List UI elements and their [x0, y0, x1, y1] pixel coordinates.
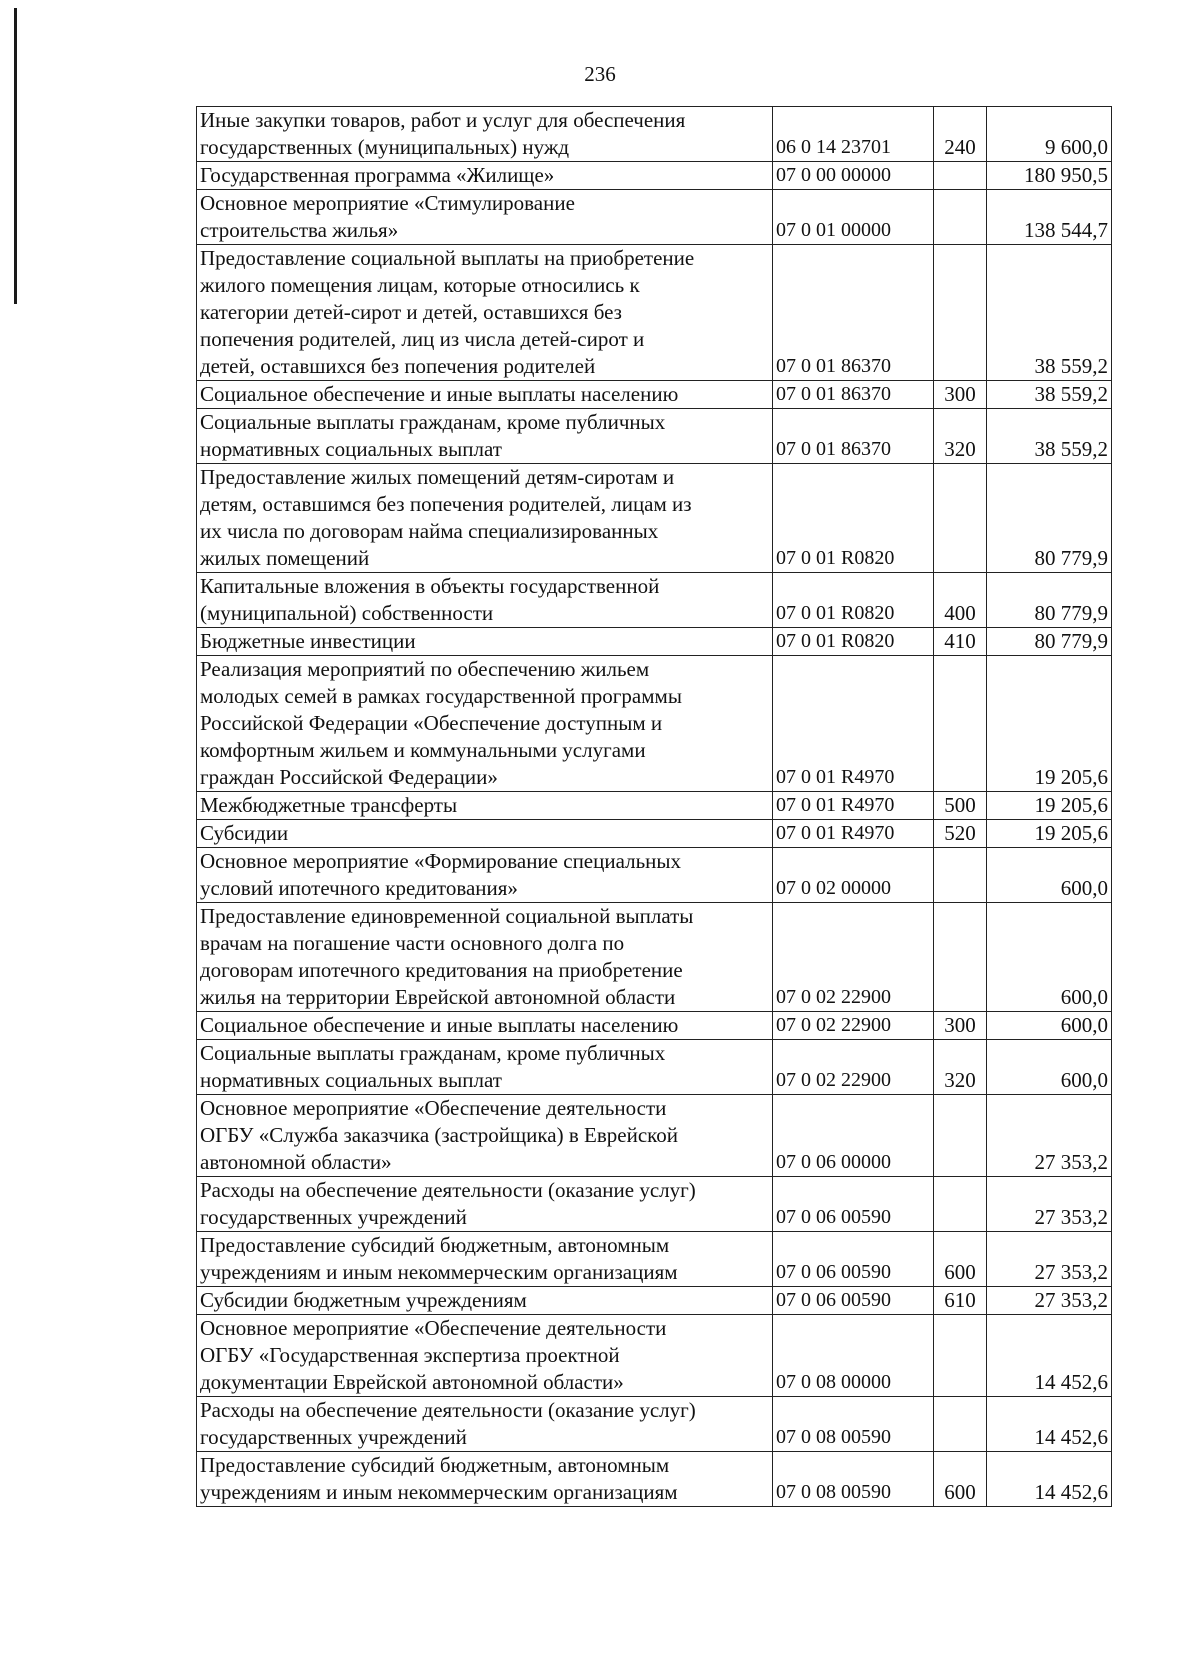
- row-description: [197, 381, 773, 409]
- row-amount: 14 452,6: [987, 1452, 1112, 1507]
- row-expense-type: 300: [934, 1012, 987, 1040]
- row-code: 07 0 02 00000: [773, 848, 934, 903]
- row-code: 07 0 01 R0820: [773, 628, 934, 656]
- row-code: 07 0 00 00000: [773, 162, 934, 190]
- description-line: Предоставление социальной выплаты на приобретение: [200, 246, 695, 270]
- row-expense-type: 400: [934, 573, 987, 628]
- description-line: Социальные выплаты гражданам, кроме публичных: [200, 410, 666, 434]
- row-code: 07 0 01 R4970: [773, 792, 934, 820]
- description-line: государственных учреждений: [200, 1205, 467, 1229]
- description-line: комфортным жильем и коммунальными услугами: [200, 738, 646, 762]
- table-row: [197, 107, 1112, 162]
- description-line: Субсидии: [200, 821, 289, 845]
- table-row: [197, 573, 1112, 628]
- row-amount: 14 452,6: [987, 1315, 1112, 1397]
- description-line: Социальные выплаты гражданам, кроме публичных: [200, 1041, 666, 1065]
- row-code: 06 0 14 23701: [773, 107, 934, 162]
- row-code: 07 0 01 R4970: [773, 820, 934, 848]
- description-line: Предоставление жилых помещений детям-сиротам и: [200, 465, 675, 489]
- table-row: [197, 190, 1112, 245]
- description-line: ОГБУ «Государственная экспертиза проектной: [200, 1343, 620, 1367]
- scan-edge-line: [14, 8, 17, 304]
- row-amount: 14 452,6: [987, 1397, 1112, 1452]
- description-line: договорам ипотечного кредитования на приобретение: [200, 958, 683, 982]
- description-line: жилья на территории Еврейской автономной области: [200, 985, 676, 1009]
- description-line: учреждениям и иным некоммерческим организациям: [200, 1480, 678, 1504]
- row-description: [197, 1012, 773, 1040]
- row-description: [197, 162, 773, 190]
- row-expense-type: [934, 1177, 987, 1232]
- row-code: 07 0 08 00000: [773, 1315, 934, 1397]
- row-code: 07 0 06 00590: [773, 1177, 934, 1232]
- table-row: [197, 1287, 1112, 1315]
- row-description: [197, 464, 773, 573]
- table-row: [197, 1397, 1112, 1452]
- description-line: врачам на погашение части основного долга по: [200, 931, 625, 955]
- row-code: 07 0 02 22900: [773, 1012, 934, 1040]
- row-amount: 9 600,0: [987, 107, 1112, 162]
- row-description: [197, 107, 773, 162]
- row-description: [197, 1040, 773, 1095]
- table-row: [197, 820, 1112, 848]
- row-expense-type: [934, 162, 987, 190]
- row-code: 07 0 06 00590: [773, 1232, 934, 1287]
- row-amount: 27 353,2: [987, 1232, 1112, 1287]
- description-line: Социальное обеспечение и иные выплаты населению: [200, 382, 679, 406]
- row-code: 07 0 08 00590: [773, 1397, 934, 1452]
- description-line: Основное мероприятие «Обеспечение деятельности: [200, 1316, 667, 1340]
- table-row: [197, 1040, 1112, 1095]
- description-line: Субсидии бюджетным учреждениям: [200, 1288, 527, 1312]
- description-line: Социальное обеспечение и иные выплаты населению: [200, 1013, 679, 1037]
- description-line: государственных учреждений: [200, 1425, 467, 1449]
- row-code: 07 0 01 R4970: [773, 656, 934, 792]
- row-code: 07 0 01 86370: [773, 381, 934, 409]
- row-expense-type: [934, 1095, 987, 1177]
- description-line: документации Еврейской автономной области»: [200, 1370, 624, 1394]
- description-line: Предоставление субсидий бюджетным, автономным: [200, 1453, 670, 1477]
- row-amount: 600,0: [987, 848, 1112, 903]
- row-amount: 80 779,9: [987, 628, 1112, 656]
- table-row: [197, 656, 1112, 792]
- description-line: попечения родителей, лиц из числа детей-сирот и: [200, 327, 645, 351]
- row-expense-type: [934, 1315, 987, 1397]
- row-amount: 38 559,2: [987, 381, 1112, 409]
- row-amount: 38 559,2: [987, 245, 1112, 381]
- row-amount: 38 559,2: [987, 409, 1112, 464]
- row-description: [197, 1452, 773, 1507]
- row-description: [197, 848, 773, 903]
- row-amount: 27 353,2: [987, 1287, 1112, 1315]
- row-amount: 80 779,9: [987, 573, 1112, 628]
- row-expense-type: 410: [934, 628, 987, 656]
- description-line: Межбюджетные трансферты: [200, 793, 458, 817]
- row-expense-type: [934, 1397, 987, 1452]
- description-line: их числа по договорам найма специализированных: [200, 519, 659, 543]
- row-amount: 600,0: [987, 1012, 1112, 1040]
- table-row: [197, 162, 1112, 190]
- description-line: ОГБУ «Служба заказчика (застройщика) в Еврейской: [200, 1123, 679, 1147]
- description-line: жилых помещений: [200, 546, 370, 570]
- row-amount: 27 353,2: [987, 1095, 1112, 1177]
- row-expense-type: 320: [934, 1040, 987, 1095]
- budget-table-body: [197, 107, 1112, 1507]
- row-description: [197, 628, 773, 656]
- row-expense-type: [934, 245, 987, 381]
- row-code: 07 0 01 00000: [773, 190, 934, 245]
- description-line: Предоставление субсидий бюджетным, автономным: [200, 1233, 670, 1257]
- table-row: [197, 903, 1112, 1012]
- row-description: [197, 1315, 773, 1397]
- table-row: [197, 1315, 1112, 1397]
- row-code: 07 0 06 00590: [773, 1287, 934, 1315]
- row-description: [197, 1177, 773, 1232]
- description-line: молодых семей в рамках государственной программы: [200, 684, 682, 708]
- description-line: жилого помещения лицам, которые относились к: [200, 273, 640, 297]
- row-code: 07 0 01 R0820: [773, 573, 934, 628]
- row-amount: 138 544,7: [987, 190, 1112, 245]
- row-amount: 19 205,6: [987, 656, 1112, 792]
- table-row: [197, 1177, 1112, 1232]
- row-description: [197, 1232, 773, 1287]
- row-code: 07 0 08 00590: [773, 1452, 934, 1507]
- description-line: детей, оставшихся без попечения родителей: [200, 354, 596, 378]
- table-row: [197, 1232, 1112, 1287]
- table-row: [197, 409, 1112, 464]
- row-expense-type: 600: [934, 1232, 987, 1287]
- row-code: 07 0 02 22900: [773, 903, 934, 1012]
- description-line: учреждениям и иным некоммерческим организациям: [200, 1260, 678, 1284]
- row-code: 07 0 01 86370: [773, 409, 934, 464]
- table-row: [197, 1095, 1112, 1177]
- description-line: Основное мероприятие «Стимулирование: [200, 191, 575, 215]
- description-line: условий ипотечного кредитования»: [200, 876, 518, 900]
- budget-table: [196, 106, 1112, 1507]
- row-amount: 19 205,6: [987, 820, 1112, 848]
- table-row: [197, 245, 1112, 381]
- description-line: Основное мероприятие «Формирование специальных: [200, 849, 682, 873]
- description-line: (муниципальной) собственности: [200, 601, 494, 625]
- description-line: Бюджетные инвестиции: [200, 629, 416, 653]
- description-line: Расходы на обеспечение деятельности (оказание услуг): [200, 1178, 696, 1202]
- row-amount: 180 950,5: [987, 162, 1112, 190]
- row-expense-type: 320: [934, 409, 987, 464]
- description-line: Государственная программа «Жилище»: [200, 163, 555, 187]
- description-line: детям, оставшимся без попечения родителей, лицам из: [200, 492, 692, 516]
- page-number: 236: [584, 62, 616, 86]
- row-description: [197, 245, 773, 381]
- table-row: [197, 628, 1112, 656]
- row-description: [197, 409, 773, 464]
- description-line: Предоставление единовременной социальной выплаты: [200, 904, 694, 928]
- description-line: нормативных социальных выплат: [200, 1068, 502, 1092]
- row-description: [197, 820, 773, 848]
- row-expense-type: 520: [934, 820, 987, 848]
- row-expense-type: 600: [934, 1452, 987, 1507]
- row-code: 07 0 06 00000: [773, 1095, 934, 1177]
- row-expense-type: [934, 848, 987, 903]
- row-amount: 27 353,2: [987, 1177, 1112, 1232]
- table-row: [197, 792, 1112, 820]
- row-code: 07 0 01 86370: [773, 245, 934, 381]
- row-expense-type: [934, 656, 987, 792]
- row-amount: 80 779,9: [987, 464, 1112, 573]
- description-line: Основное мероприятие «Обеспечение деятельности: [200, 1096, 667, 1120]
- row-expense-type: 240: [934, 107, 987, 162]
- row-expense-type: [934, 903, 987, 1012]
- row-expense-type: 610: [934, 1287, 987, 1315]
- description-line: Российской Федерации «Обеспечение доступным и: [200, 711, 663, 735]
- row-description: [197, 792, 773, 820]
- description-line: Иные закупки товаров, работ и услуг для обеспечения: [200, 108, 686, 132]
- description-line: Реализация мероприятий по обеспечению жильем: [200, 657, 650, 681]
- description-line: нормативных социальных выплат: [200, 437, 502, 461]
- table-row: [197, 1452, 1112, 1507]
- row-expense-type: 500: [934, 792, 987, 820]
- row-description: [197, 573, 773, 628]
- row-amount: 600,0: [987, 1040, 1112, 1095]
- row-description: [197, 903, 773, 1012]
- row-description: [197, 190, 773, 245]
- table-row: [197, 464, 1112, 573]
- description-line: строительства жилья»: [200, 218, 399, 242]
- row-code: 07 0 02 22900: [773, 1040, 934, 1095]
- description-line: государственных (муниципальных) нужд: [200, 135, 570, 159]
- table-row: [197, 381, 1112, 409]
- table-row: [197, 1012, 1112, 1040]
- row-description: [197, 1397, 773, 1452]
- row-expense-type: 300: [934, 381, 987, 409]
- description-line: граждан Российской Федерации»: [200, 765, 498, 789]
- row-description: [197, 1287, 773, 1315]
- description-line: автономной области»: [200, 1150, 392, 1174]
- row-expense-type: [934, 464, 987, 573]
- description-line: Капитальные вложения в объекты государственной: [200, 574, 660, 598]
- row-code: 07 0 01 R0820: [773, 464, 934, 573]
- description-line: Расходы на обеспечение деятельности (оказание услуг): [200, 1398, 696, 1422]
- table-row: [197, 848, 1112, 903]
- row-description: [197, 656, 773, 792]
- row-amount: 19 205,6: [987, 792, 1112, 820]
- row-amount: 600,0: [987, 903, 1112, 1012]
- row-description: [197, 1095, 773, 1177]
- description-line: категории детей-сирот и детей, оставшихся без: [200, 300, 622, 324]
- row-expense-type: [934, 190, 987, 245]
